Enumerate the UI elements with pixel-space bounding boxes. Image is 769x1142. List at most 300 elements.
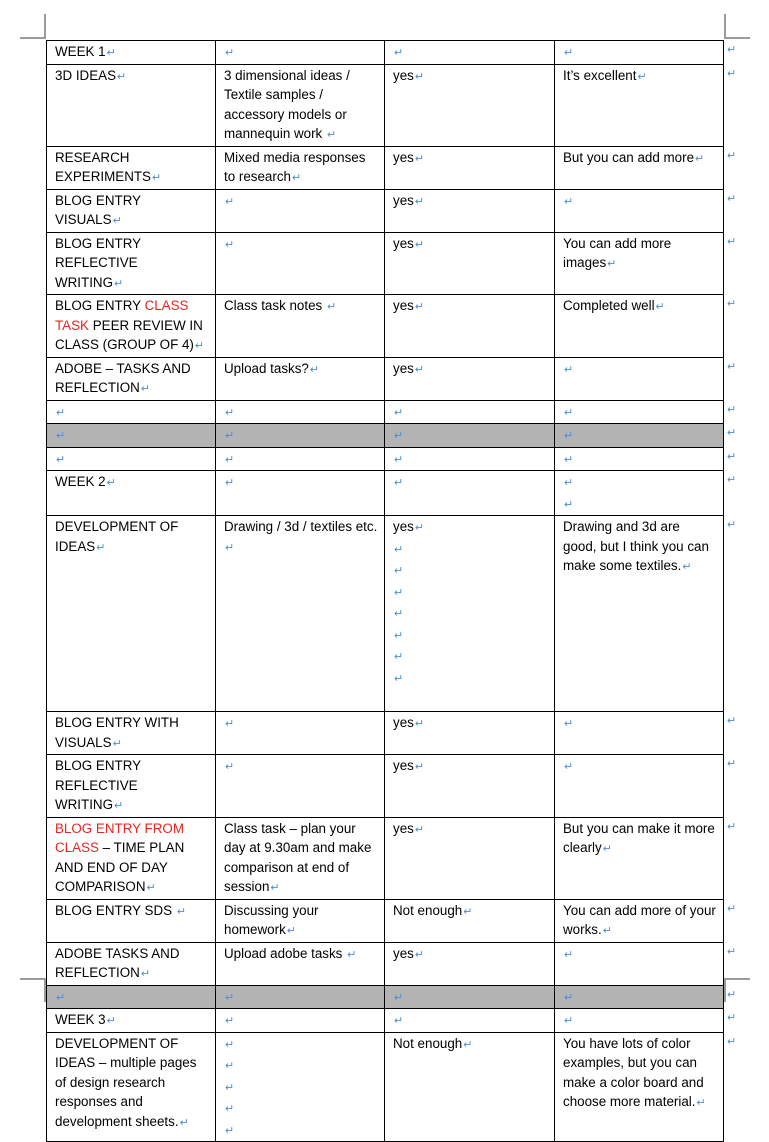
row-end-mark-icon: ↵ bbox=[727, 404, 737, 416]
table-row bbox=[47, 447, 724, 471]
cell-paragraph bbox=[224, 1055, 378, 1077]
cell-paragraph bbox=[563, 987, 717, 1009]
cell-text: yes bbox=[393, 298, 414, 313]
table-cell bbox=[47, 755, 216, 818]
cell-paragraph bbox=[224, 987, 378, 1009]
cell-paragraph bbox=[563, 472, 717, 494]
cell-paragraph bbox=[393, 402, 548, 424]
row-end-mark-icon: ↵ bbox=[727, 715, 737, 727]
paragraph-mark-icon: ↵ bbox=[56, 406, 66, 419]
row-end-mark-icon: ↵ bbox=[727, 821, 737, 833]
cell-paragraph bbox=[224, 1098, 378, 1120]
table-cell bbox=[47, 712, 216, 755]
cell-paragraph bbox=[563, 425, 717, 447]
cell-text: BLOG ENTRY REFLECTIVE WRITING bbox=[55, 235, 141, 290]
paragraph-mark-icon: ↵ bbox=[106, 47, 116, 59]
cell-text: WEEK 1 bbox=[55, 44, 106, 59]
paragraph-mark-icon: ↵ bbox=[225, 1103, 235, 1115]
cell-paragraph bbox=[563, 42, 717, 64]
table-cell bbox=[385, 985, 555, 1009]
cell-text: It’s excellent bbox=[563, 67, 637, 83]
table-row bbox=[47, 712, 724, 755]
cell-paragraph bbox=[393, 668, 548, 690]
cell-text: You can add more images bbox=[563, 235, 672, 270]
table-cell bbox=[385, 817, 555, 899]
cell-paragraph bbox=[224, 359, 378, 381]
crop-mark-bottom-right-h bbox=[724, 978, 750, 980]
cell-paragraph bbox=[393, 1010, 548, 1032]
cell-paragraph bbox=[393, 148, 548, 170]
row-end-mark-icon: ↵ bbox=[727, 236, 737, 248]
paragraph-mark-icon: ↵ bbox=[286, 925, 296, 937]
cell-paragraph bbox=[393, 582, 548, 604]
table-row bbox=[47, 516, 724, 712]
cell-paragraph bbox=[224, 819, 378, 899]
cell-text: BLOG ENTRY REFLECTIVE WRITING bbox=[55, 758, 141, 812]
row-end-mark-icon: ↵ bbox=[727, 298, 737, 310]
table-cell bbox=[555, 1009, 724, 1033]
paragraph-mark-icon: ↵ bbox=[655, 301, 665, 313]
crop-mark-top-right-h bbox=[724, 37, 750, 39]
table-cell bbox=[385, 1032, 555, 1142]
cell-paragraph bbox=[55, 148, 209, 189]
table-cell bbox=[385, 899, 555, 942]
cell-paragraph bbox=[563, 234, 717, 275]
row-end-mark-icon: ↵ bbox=[727, 903, 737, 915]
cell-text: BLOG ENTRY VISUALS bbox=[55, 192, 141, 227]
table-cell bbox=[385, 232, 555, 295]
row-end-mark-icon: ↵ bbox=[727, 68, 737, 80]
cell-text: Completed well bbox=[563, 298, 655, 313]
cell-paragraph bbox=[55, 66, 209, 88]
table-cell bbox=[385, 424, 555, 448]
cell-paragraph bbox=[563, 819, 717, 860]
paragraph-mark-icon: ↵ bbox=[394, 477, 404, 489]
cell-paragraph bbox=[393, 756, 548, 778]
feedback-table bbox=[46, 40, 724, 1142]
paragraph-mark-icon: ↵ bbox=[112, 215, 122, 227]
cell-paragraph bbox=[393, 1034, 548, 1056]
paragraph-mark-icon: ↵ bbox=[114, 277, 124, 290]
table-cell bbox=[216, 712, 385, 755]
table-cell bbox=[47, 899, 216, 942]
cell-paragraph bbox=[563, 449, 717, 471]
cell-text: ADOBE TASKS AND REFLECTION bbox=[55, 945, 180, 980]
cell-paragraph bbox=[55, 42, 209, 64]
cell-paragraph bbox=[55, 901, 209, 923]
cell-text: But you can add more bbox=[563, 149, 695, 165]
table-cell bbox=[47, 447, 216, 471]
paragraph-mark-icon: ↵ bbox=[394, 430, 404, 442]
paragraph-mark-icon: ↵ bbox=[270, 882, 280, 894]
cell-paragraph bbox=[224, 425, 378, 447]
cell-paragraph bbox=[55, 1034, 209, 1134]
table-cell bbox=[216, 985, 385, 1009]
table-cell bbox=[216, 1032, 385, 1142]
paragraph-mark-icon: ↵ bbox=[394, 629, 404, 642]
row-end-mark-icon: ↵ bbox=[727, 1012, 737, 1024]
cell-paragraph bbox=[55, 944, 209, 985]
cell-paragraph bbox=[224, 296, 378, 318]
cell-paragraph bbox=[224, 901, 378, 942]
cell-text: yes bbox=[393, 192, 414, 208]
cell-text: BLOG ENTRY bbox=[55, 298, 145, 313]
table-row bbox=[47, 295, 724, 358]
cell-text: yes bbox=[393, 820, 414, 836]
table-cell bbox=[385, 189, 555, 232]
row-end-mark-icon: ↵ bbox=[727, 989, 737, 1001]
paragraph-mark-icon: ↵ bbox=[414, 761, 425, 773]
cell-paragraph bbox=[55, 987, 209, 1009]
table-cell bbox=[555, 424, 724, 448]
row-end-mark-icon: ↵ bbox=[727, 193, 737, 205]
paragraph-mark-icon: ↵ bbox=[117, 70, 127, 83]
cell-paragraph bbox=[224, 42, 378, 64]
table-row bbox=[47, 189, 724, 232]
table-cell bbox=[555, 232, 724, 295]
cell-paragraph bbox=[224, 234, 378, 256]
cell-paragraph bbox=[224, 449, 378, 471]
table-cell bbox=[385, 357, 555, 400]
table-cell bbox=[555, 712, 724, 755]
cell-paragraph bbox=[224, 1034, 378, 1056]
table-cell bbox=[385, 295, 555, 358]
paragraph-mark-icon: ↵ bbox=[564, 498, 574, 511]
feedback-table-body bbox=[47, 41, 724, 1142]
paragraph-mark-icon: ↵ bbox=[394, 586, 404, 599]
table-cell bbox=[216, 817, 385, 899]
cell-paragraph bbox=[224, 191, 378, 213]
table-cell bbox=[216, 1009, 385, 1033]
cell-paragraph bbox=[563, 191, 717, 213]
table-cell bbox=[216, 295, 385, 358]
crop-mark-bottom-right-v bbox=[724, 978, 726, 1002]
cell-text: yes bbox=[393, 758, 414, 773]
paragraph-mark-icon: ↵ bbox=[225, 1038, 235, 1051]
paragraph-mark-icon: ↵ bbox=[463, 905, 473, 918]
table-cell bbox=[385, 146, 555, 189]
paragraph-mark-icon: ↵ bbox=[564, 195, 574, 208]
table-cell bbox=[555, 985, 724, 1009]
paragraph-mark-icon: ↵ bbox=[414, 152, 425, 165]
table-row bbox=[47, 146, 724, 189]
cell-text: Class task – plan your day at 9.30am and make comparison at end of session bbox=[224, 820, 372, 894]
row-end-mark-icon: ↵ bbox=[727, 451, 737, 463]
table-cell bbox=[47, 232, 216, 295]
cell-text: Drawing / 3d / textiles etc. bbox=[224, 519, 378, 534]
paragraph-mark-icon: ↵ bbox=[225, 406, 235, 419]
cell-paragraph bbox=[563, 517, 717, 578]
paragraph-mark-icon: ↵ bbox=[564, 477, 574, 489]
cell-paragraph bbox=[55, 425, 209, 447]
cell-paragraph bbox=[55, 1010, 209, 1032]
cell-paragraph bbox=[55, 517, 209, 558]
cell-paragraph bbox=[563, 359, 717, 381]
row-end-mark-icon: ↵ bbox=[727, 361, 737, 373]
table-cell bbox=[47, 985, 216, 1009]
paragraph-mark-icon: ↵ bbox=[414, 301, 425, 313]
table-cell bbox=[555, 755, 724, 818]
cell-text: – TIME PLAN AND END OF DAY COMPARISON bbox=[55, 840, 185, 894]
table-row bbox=[47, 400, 724, 424]
table-cell bbox=[216, 424, 385, 448]
paragraph-mark-icon: ↵ bbox=[225, 453, 235, 466]
paragraph-mark-icon: ↵ bbox=[146, 882, 156, 894]
row-end-mark-icon: ↵ bbox=[727, 44, 737, 56]
paragraph-mark-icon: ↵ bbox=[564, 1015, 574, 1027]
paragraph-mark-icon: ↵ bbox=[112, 737, 122, 750]
table-cell bbox=[216, 755, 385, 818]
cell-text: Upload adobe tasks bbox=[224, 945, 347, 961]
table-cell bbox=[555, 516, 724, 712]
paragraph-mark-icon: ↵ bbox=[414, 363, 425, 376]
cell-paragraph bbox=[55, 402, 209, 424]
row-end-mark-icon: ↵ bbox=[727, 946, 737, 958]
paragraph-mark-icon: ↵ bbox=[179, 1116, 189, 1129]
table-cell bbox=[385, 471, 555, 516]
table-cell bbox=[47, 41, 216, 65]
paragraph-mark-icon: ↵ bbox=[414, 823, 425, 836]
paragraph-mark-icon: ↵ bbox=[394, 651, 404, 663]
table-cell bbox=[216, 146, 385, 189]
cell-text: 3 dimensional ideas / Textile samples / accessory models or mannequin work bbox=[224, 67, 350, 141]
paragraph-mark-icon: ↵ bbox=[394, 1015, 404, 1027]
cell-paragraph bbox=[393, 191, 548, 213]
table-cell bbox=[216, 471, 385, 516]
paragraph-mark-icon: ↵ bbox=[225, 47, 235, 59]
table-cell bbox=[216, 357, 385, 400]
paragraph-mark-icon: ↵ bbox=[414, 195, 425, 208]
table-cell bbox=[47, 516, 216, 712]
paragraph-mark-icon: ↵ bbox=[194, 340, 205, 352]
cell-paragraph bbox=[224, 1010, 378, 1032]
cell-paragraph bbox=[563, 494, 717, 516]
cell-text: You have lots of color examples, but you can make a color board and choose more material. bbox=[563, 1035, 704, 1109]
paragraph-mark-icon: ↵ bbox=[564, 406, 574, 419]
table-cell bbox=[385, 1009, 555, 1033]
crop-mark-top-right-v bbox=[724, 14, 726, 38]
table-cell bbox=[385, 447, 555, 471]
cell-text: Mixed media responses to research bbox=[224, 149, 366, 184]
table-row bbox=[47, 1032, 724, 1142]
paragraph-mark-icon: ↵ bbox=[225, 718, 235, 730]
table-cell bbox=[47, 189, 216, 232]
cell-paragraph bbox=[563, 713, 717, 735]
cell-paragraph bbox=[224, 402, 378, 424]
cell-paragraph bbox=[224, 944, 378, 966]
cell-paragraph bbox=[55, 359, 209, 400]
cell-paragraph bbox=[55, 449, 209, 471]
cell-paragraph bbox=[55, 191, 209, 232]
table-cell bbox=[216, 232, 385, 295]
cell-text: yes bbox=[393, 360, 414, 376]
cell-text: yes bbox=[393, 149, 414, 165]
paragraph-mark-icon: ↵ bbox=[602, 925, 612, 937]
cell-paragraph bbox=[393, 944, 548, 966]
paragraph-mark-icon: ↵ bbox=[96, 541, 106, 554]
paragraph-mark-icon: ↵ bbox=[56, 453, 66, 466]
table-cell bbox=[216, 41, 385, 65]
cell-text: You can add more of your works. bbox=[563, 902, 716, 937]
cell-text: DEVELOPMENT OF IDEAS bbox=[55, 519, 179, 554]
paragraph-mark-icon: ↵ bbox=[695, 152, 705, 165]
cell-text: Class task notes bbox=[224, 298, 326, 313]
table-row-shaded bbox=[47, 985, 724, 1009]
cell-text: yes bbox=[393, 715, 414, 730]
cell-paragraph bbox=[393, 987, 548, 1009]
paragraph-mark-icon: ↵ bbox=[394, 991, 404, 1004]
cell-paragraph bbox=[563, 296, 717, 318]
cell-paragraph bbox=[55, 713, 209, 754]
table-cell bbox=[385, 712, 555, 755]
cell-paragraph bbox=[224, 66, 378, 146]
paragraph-mark-icon: ↵ bbox=[394, 453, 404, 466]
cell-text: yes bbox=[393, 945, 414, 961]
cell-paragraph bbox=[563, 66, 717, 88]
cell-paragraph bbox=[393, 539, 548, 561]
table-row bbox=[47, 64, 724, 146]
paragraph-mark-icon: ↵ bbox=[140, 968, 151, 980]
table-cell bbox=[385, 64, 555, 146]
cell-text: BLOG ENTRY WITH VISUALS bbox=[55, 715, 179, 750]
paragraph-mark-icon: ↵ bbox=[106, 1015, 116, 1027]
table-row bbox=[47, 41, 724, 65]
paragraph-mark-icon: ↵ bbox=[564, 430, 574, 442]
cell-text: 3D IDEAS bbox=[55, 67, 117, 83]
cell-paragraph bbox=[224, 517, 378, 558]
table-cell bbox=[47, 295, 216, 358]
cell-paragraph bbox=[393, 66, 548, 88]
table-cell bbox=[555, 295, 724, 358]
paragraph-mark-icon: ↵ bbox=[564, 761, 574, 773]
table-cell bbox=[47, 1009, 216, 1033]
table-row bbox=[47, 942, 724, 985]
paragraph-mark-icon: ↵ bbox=[225, 1060, 235, 1072]
cell-text: Not enough bbox=[393, 1035, 463, 1051]
cell-text: Upload tasks? bbox=[224, 360, 309, 376]
table-cell bbox=[47, 64, 216, 146]
table-row bbox=[47, 899, 724, 942]
row-end-mark-icon: ↵ bbox=[727, 150, 737, 162]
cell-text: yes bbox=[393, 235, 414, 251]
cell-paragraph bbox=[393, 901, 548, 923]
cell-paragraph bbox=[393, 819, 548, 841]
table-cell bbox=[555, 357, 724, 400]
crop-mark-top-left-h bbox=[20, 37, 46, 39]
paragraph-mark-icon: ↵ bbox=[225, 991, 235, 1004]
cell-text: DEVELOPMENT OF IDEAS – multiple pages of design research responses and development sheets. bbox=[55, 1035, 197, 1129]
row-end-mark-icon: ↵ bbox=[727, 474, 737, 486]
table-cell bbox=[216, 516, 385, 712]
cell-text: WEEK 2 bbox=[55, 474, 106, 489]
paragraph-mark-icon: ↵ bbox=[225, 195, 235, 208]
crop-mark-bottom-left-h bbox=[20, 978, 46, 980]
paragraph-mark-icon: ↵ bbox=[564, 991, 574, 1004]
paragraph-mark-icon: ↵ bbox=[225, 541, 235, 554]
row-end-mark-icon: ↵ bbox=[727, 519, 737, 531]
paragraph-mark-icon: ↵ bbox=[602, 843, 612, 855]
cell-paragraph bbox=[393, 296, 548, 318]
table-cell bbox=[555, 146, 724, 189]
cell-paragraph bbox=[563, 944, 717, 966]
table-cell bbox=[47, 146, 216, 189]
paragraph-mark-icon: ↵ bbox=[463, 1038, 473, 1051]
paragraph-mark-icon: ↵ bbox=[394, 47, 404, 59]
paragraph-mark-icon: ↵ bbox=[225, 477, 235, 489]
table-row bbox=[47, 755, 724, 818]
paragraph-mark-icon: ↵ bbox=[56, 430, 66, 442]
table-row bbox=[47, 1009, 724, 1033]
paragraph-mark-icon: ↵ bbox=[225, 1015, 235, 1027]
paragraph-mark-icon: ↵ bbox=[56, 991, 66, 1004]
paragraph-mark-icon: ↵ bbox=[564, 363, 574, 376]
table-row bbox=[47, 232, 724, 295]
cell-paragraph bbox=[393, 560, 548, 582]
cell-paragraph bbox=[563, 756, 717, 778]
table-cell bbox=[385, 41, 555, 65]
paragraph-mark-icon: ↵ bbox=[326, 301, 337, 313]
row-end-mark-icon: ↵ bbox=[727, 1036, 737, 1048]
table-cell bbox=[216, 899, 385, 942]
table-cell bbox=[216, 400, 385, 424]
paragraph-mark-icon: ↵ bbox=[176, 905, 187, 918]
cell-paragraph bbox=[393, 425, 548, 447]
table-cell bbox=[47, 400, 216, 424]
table-cell bbox=[47, 424, 216, 448]
cell-text: Not enough bbox=[393, 902, 463, 918]
table-cell bbox=[47, 942, 216, 985]
cell-paragraph bbox=[55, 234, 209, 295]
table-cell bbox=[385, 400, 555, 424]
cell-text: yes bbox=[393, 67, 414, 83]
cell-text: WEEK 3 bbox=[55, 1012, 106, 1027]
paragraph-mark-icon: ↵ bbox=[637, 70, 647, 83]
paragraph-mark-icon: ↵ bbox=[564, 47, 574, 59]
cell-paragraph bbox=[224, 1077, 378, 1099]
paragraph-mark-icon: ↵ bbox=[309, 363, 320, 376]
cell-paragraph bbox=[393, 625, 548, 647]
paragraph-mark-icon: ↵ bbox=[394, 672, 404, 685]
paragraph-mark-icon: ↵ bbox=[114, 800, 124, 812]
cell-paragraph bbox=[224, 713, 378, 735]
cell-paragraph bbox=[563, 148, 717, 170]
paragraph-mark-icon: ↵ bbox=[564, 453, 574, 466]
cell-paragraph bbox=[224, 756, 378, 778]
cell-paragraph bbox=[224, 1120, 378, 1142]
paragraph-mark-icon: ↵ bbox=[414, 718, 425, 730]
table-cell bbox=[385, 516, 555, 712]
cell-paragraph bbox=[393, 42, 548, 64]
cell-text: PEER REVIEW IN CLASS (GROUP OF 4) bbox=[55, 317, 203, 352]
cell-paragraph bbox=[55, 296, 209, 357]
table-cell bbox=[555, 1032, 724, 1142]
table-row bbox=[47, 471, 724, 516]
cell-text: ADOBE – TASKS AND REFLECTION bbox=[55, 360, 191, 395]
paragraph-mark-icon: ↵ bbox=[106, 477, 116, 489]
paragraph-mark-icon: ↵ bbox=[696, 1097, 706, 1109]
table-cell bbox=[385, 942, 555, 985]
table-cell bbox=[47, 471, 216, 516]
highlight-text: CLASS TASK bbox=[55, 298, 189, 333]
paragraph-mark-icon: ↵ bbox=[564, 718, 574, 730]
cell-paragraph bbox=[224, 148, 378, 189]
cell-paragraph bbox=[563, 1010, 717, 1032]
paragraph-mark-icon: ↵ bbox=[682, 561, 692, 573]
table-cell bbox=[555, 400, 724, 424]
paragraph-mark-icon: ↵ bbox=[225, 238, 235, 251]
table-cell bbox=[555, 41, 724, 65]
cell-paragraph bbox=[563, 1034, 717, 1114]
